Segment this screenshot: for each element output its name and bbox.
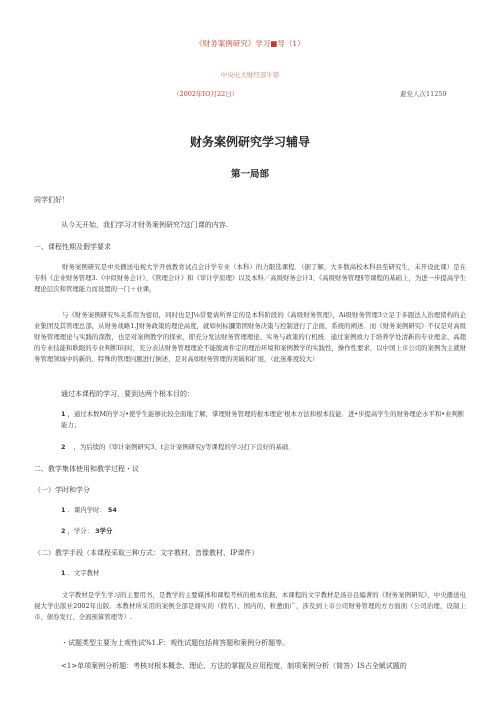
paragraph-exam-types: ・试题类型主要为上观性试%1.F：观性试题包括荷答题和案例分析题等。 [61, 639, 290, 647]
hours-value: 54 [107, 506, 117, 514]
section-heading-1: 一、课程性期及假学要求 [34, 243, 111, 251]
goal-1-number: 1 [61, 410, 66, 418]
greeting: 同学们好！ [34, 196, 69, 204]
goal-2-text: ，为后续的《审计案例研究3、t会计案例研究y等课程的学习打下良好的基础． [73, 443, 295, 451]
paragraph-advanced-finance: 与《财务案例研究%关系用为密切，同时也是J⅛常要请所界定的是本科阶段的《高级财务管理》，Ai级财务管理3立足于多跟法人治理猪构的企业集团及其管理总部，从财务战略1.J财务政策的理论高度，就如何标瀰第团财务决策与控制进行了企面，系统的阐述．而《财务案例研究》不仅是对高级财务管理理论与实践的深散，也是对案例教学的探索，即充分发达财务管理理论、实务与政策的行机统．通过案例致力于培养学处清新的专业理念、高超的专业技能和耿眼的专业判断I闷时，充分表达财务管理理论不能脱离件定的理治环境和案例教学的实践性，操作性要求，以中国上市公司的案例为主就财务管理领域中的新的、特殊的管理问题进行倒述，是对高如财务管理的突破和扩展，（此迷难度较大） [34, 311, 466, 363]
text-materials-item [61, 568, 99, 579]
paragraph-case-analysis: <1>单项案例分析题：考核对根本概念、理论、方法的掌握及应用程度，制项案例分析（简答）IS占全赋试题的 [61, 662, 407, 670]
hours-label: ．课内学时： [67, 506, 106, 514]
credits-item [61, 526, 112, 537]
paragraph-course-nature: 财务案例研究是中央播送电视大学开放教育试点会计学专业（本科）的力限选课程．（据了解，大多数高校本科县至研究生，未开设此课）是在专科《企业财务管理3.《中似财务会计》、《管理会计》和《审计学原理》以及本科／高级财务会计3、《高级财务管理§等课程的基础上，为进一步提高学生理论层次和管理能力而设置的一门＋业课， [34, 263, 466, 293]
date-line: （2002年IO月22日） [173, 90, 239, 98]
main-title: 财务案例研究学习辅导 [189, 135, 310, 149]
goal-2-number: 2 [61, 443, 66, 451]
goal-1-text: ，通过本数M的学习•使学生能够比较全面地了解，掌理财务管理的根本理论'根本方法和根本技能．进•步提高学生的财务理论水平和•业判断能力； [61, 410, 465, 429]
text-materials-label: ．文字教材 [67, 569, 100, 577]
section-heading-2: 二、教学集体使用和教学过程・议 [34, 465, 139, 473]
text-materials-number: 1 [61, 569, 66, 577]
hours-item [61, 505, 117, 516]
view-count: 避党人次11259 [400, 90, 447, 98]
hours-number: 1 [61, 506, 66, 514]
subsection-teaching-methods: （二）教学手段（本课程采取三种方式：文字教材、音像教材、IP课件） [34, 549, 259, 557]
credits-value: 3学分 [95, 527, 113, 535]
part-title: 第一局部 [230, 169, 269, 180]
intro-line: 从今天开始，我们学习才财务案例研究?这门课的内容. [61, 221, 228, 229]
paragraph-text-materials: 文字教材是学生学习的主要用书，是教学的主要媒体和课程考核的根本依据，本课程的文字教材是汤谷良编著的《财务案例研究》，中央播送电视大学出版社2002年出版．本教材所采用的案例全部是闯实的（假名）、国内的，粒惫面广，涉及到上市公司财务管理的方方面面（公司治理、设制上市、债券发行、全面预算管理等）. [34, 591, 466, 621]
institution-line: 中央电大财经部牛第 [220, 71, 280, 79]
header-title: 《财务案例研究》学习■导（1） [195, 39, 305, 48]
paragraph-goals-intro: 通过本课程的学习，要到达两个根本目的： [61, 390, 194, 398]
credits-label: ，学分： [67, 527, 94, 535]
goal-item-1 [61, 409, 466, 431]
credits-number: 2 [61, 527, 66, 535]
goal-item-2 [61, 442, 466, 453]
subsection-hours-credits: （一）学时和学分 [34, 486, 90, 494]
